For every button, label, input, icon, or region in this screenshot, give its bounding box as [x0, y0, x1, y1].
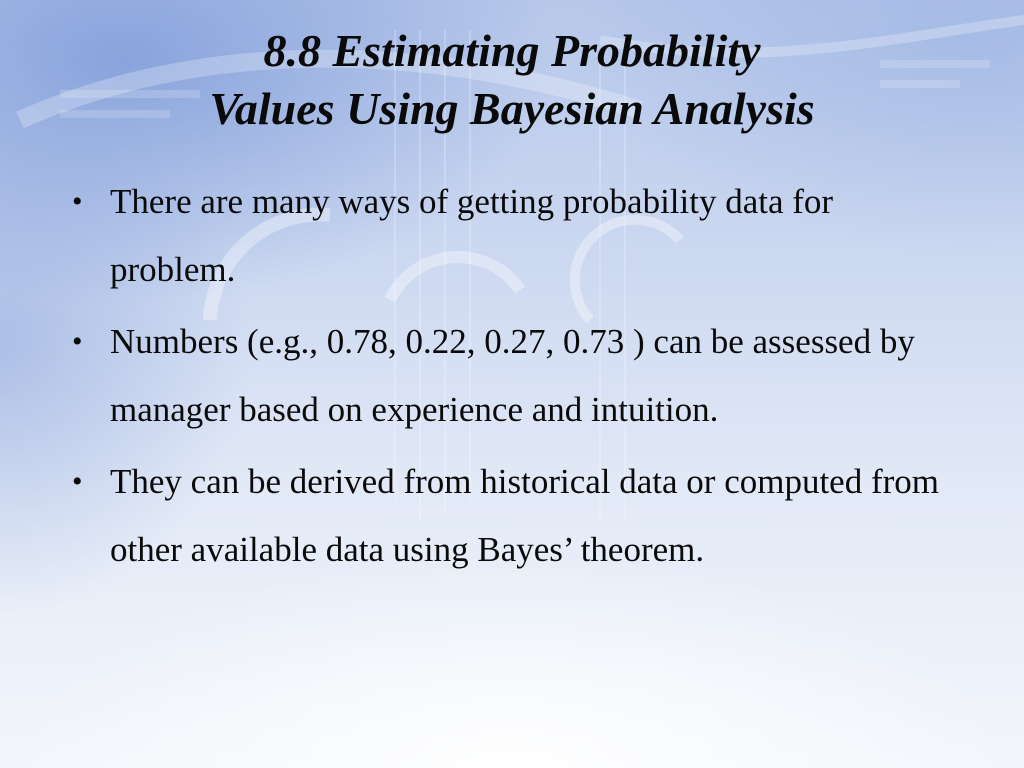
bullet-icon: •	[72, 325, 83, 358]
bullet-list	[70, 168, 950, 588]
bullet-item	[70, 448, 950, 584]
bullet-text: There are many ways of getting probability data for problem.	[110, 182, 834, 289]
title-line-1: 8.8 Estimating Probability	[263, 25, 761, 76]
bullet-item	[70, 168, 950, 304]
bullet-icon: •	[72, 465, 83, 498]
slide-title	[0, 22, 1024, 138]
bullet-text: They can be derived from historical data or computed from other available data using Bayes’ theorem.	[110, 462, 939, 569]
bullet-text: Numbers (e.g., 0.78, 0.22, 0.27, 0.73 ) can be assessed by manager based on experience and intuition.	[110, 322, 915, 429]
bullet-item	[70, 308, 950, 444]
bullet-icon: •	[72, 185, 83, 218]
title-line-2: Values Using Bayesian Analysis	[209, 83, 815, 134]
